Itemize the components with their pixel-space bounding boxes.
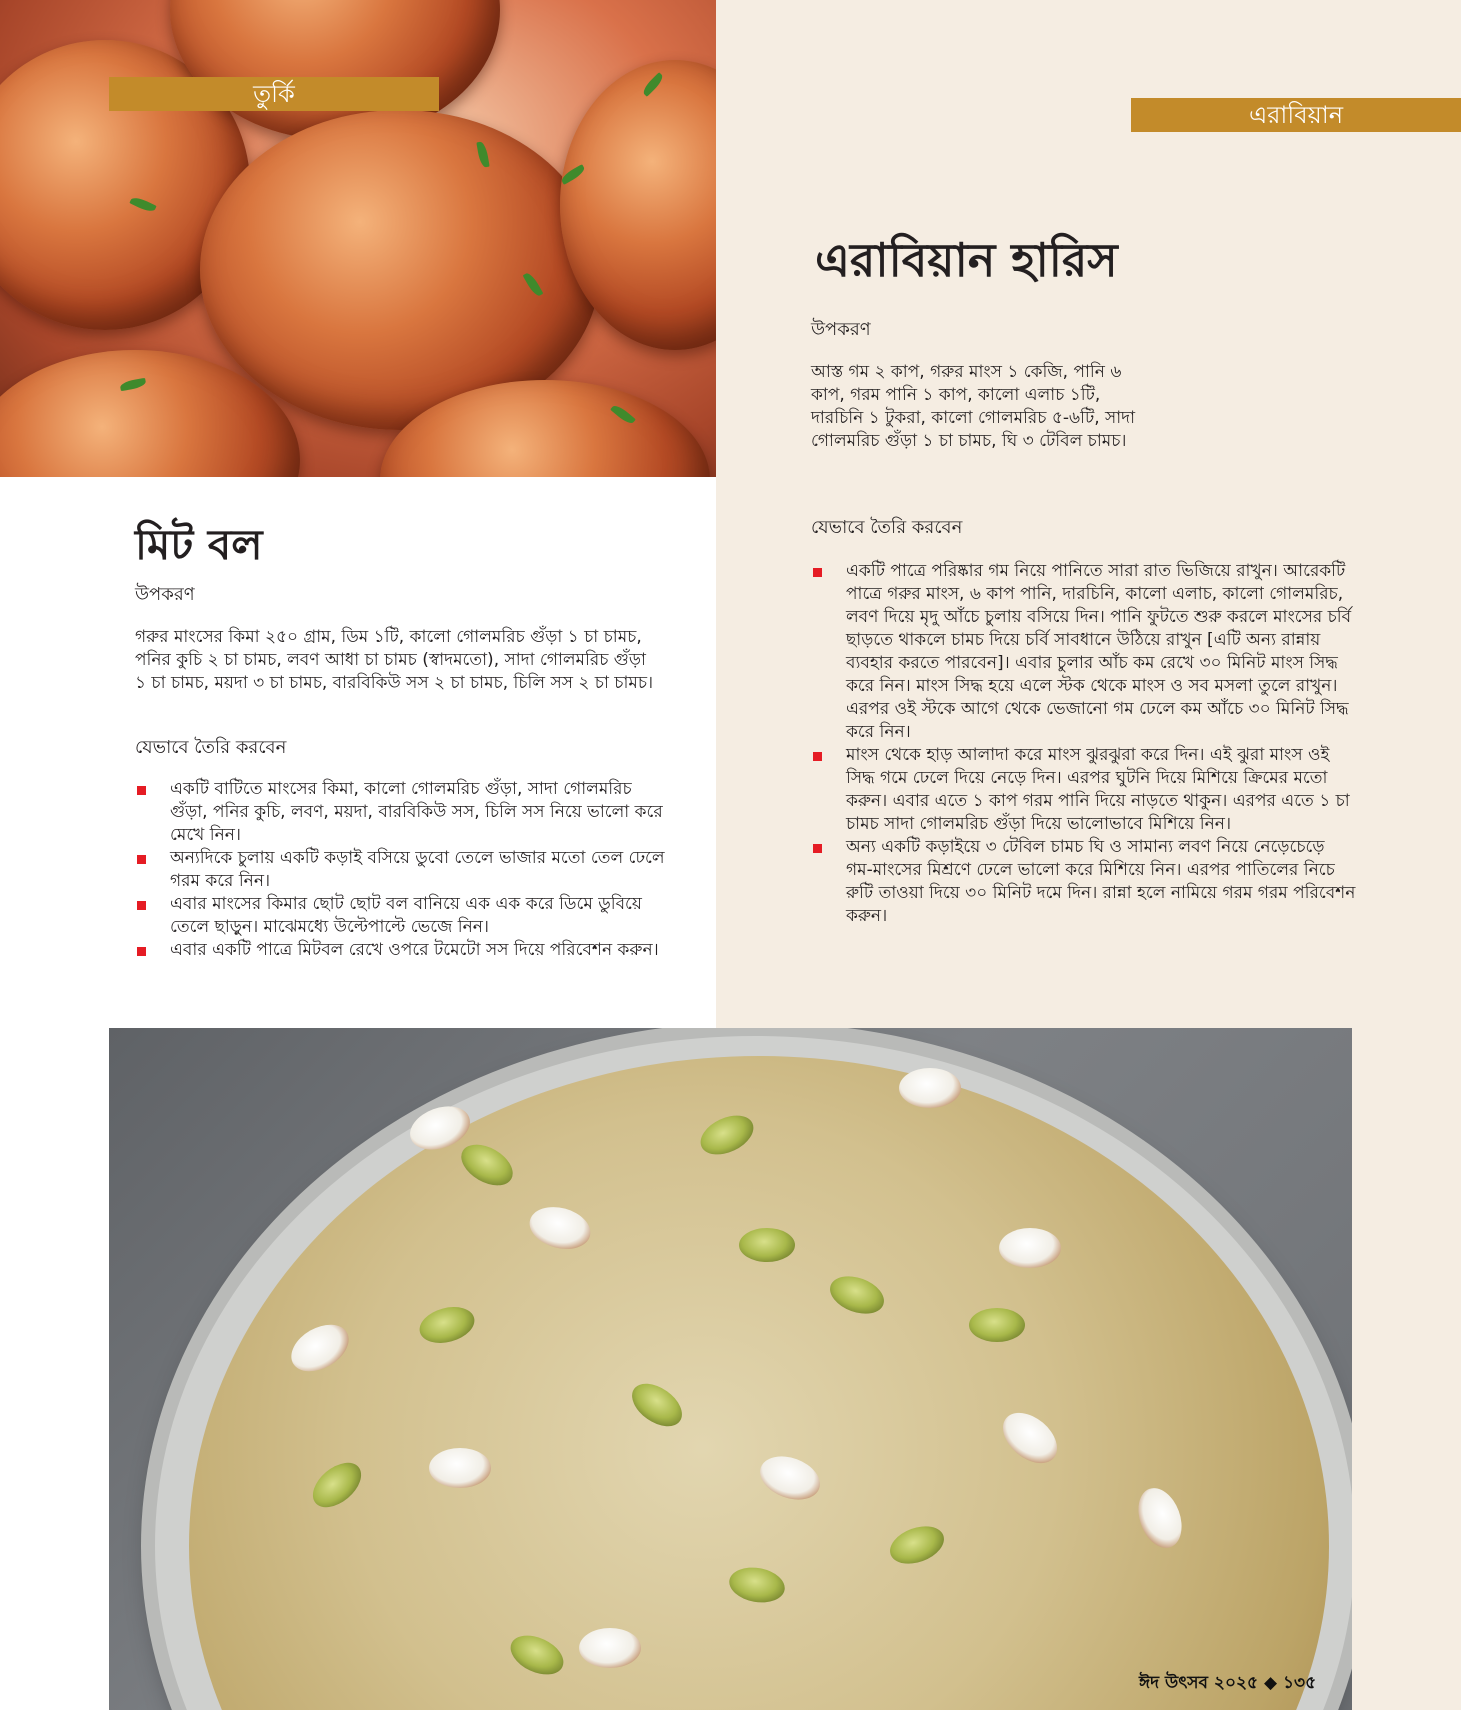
arabian-ingredients-label: উপকরণ <box>811 319 871 340</box>
section-tag-turkey: তুর্কি <box>109 77 439 111</box>
step-text: মাংস থেকে হাড় আলাদা করে মাংস ঝুরঝুরা করে দিন। এই ঝুরা মাংস ওই সিদ্ধ গমে ঢেলে দিয়ে নেড়ে দিন। এরপর ঘুটনি দিয়ে মিশিয়ে ক্রিমের মতো করুন। এবার এতে ১ কাপ গরম পানি দিয়ে নাড়তে থাকুন। এরপর এতে ১ চা চামচ সাদা গোলমরিচ গুঁড়া দিয়ে ভালোভাবে মিশিয়ে নিন। <box>846 745 1350 834</box>
meatball-steps-list <box>135 778 665 962</box>
arabian-ingredients-text: আস্ত গম ২ কাপ, গরুর মাংস ১ কেজি, পানি ৬ কাপ, গরম পানি ১ কাপ, কালো এলাচ ১টি, দারচিনি ১ টুকরা, কালো গোলমরিচ ৫-৬টি, সাদা গোলমরিচ গুঁড়া ১ চা চামচ, ঘি ৩ টেবিল চামচ। <box>811 362 1136 451</box>
list-item <box>135 847 665 893</box>
meatball-ingredients-label: উপকরণ <box>135 584 195 605</box>
step-text: একটি বাটিতে মাংসের কিমা, কালো গোলমরিচ গুঁড়া, সাদা গোলমরিচ গুঁড়া, পনির কুচি, লবণ, ময়দা, বারবিকিউ সস, চিলি সস নিয়ে ভালো করে মেখে নিন। <box>170 779 663 845</box>
bullet-icon <box>813 568 822 577</box>
arabian-method-label: যেভাবে তৈরি করবেন <box>811 517 963 538</box>
list-item <box>135 893 665 939</box>
meatball-method-label: যেভাবে তৈরি করবেন <box>135 737 287 758</box>
arabian-harees-title: এরাবিয়ান হারিস <box>815 233 1118 287</box>
bullet-icon <box>137 947 146 956</box>
almond-slice <box>579 1628 641 1668</box>
step-text: এবার মাংসের কিমার ছোট ছোট বল বানিয়ে এক এক করে ডিমে ডুবিয়ে তেলে ছাড়ুন। মাঝেমধ্যে উল্টেপাল্টে ভেজে নিন। <box>170 894 642 937</box>
step-text: অন্যদিকে চুলায় একটি কড়াই বসিয়ে ডুবো তেলে ভাজার মতো তেল ঢেলে গরম করে নিন। <box>170 848 665 891</box>
arabian-steps-list <box>811 560 1356 928</box>
meatball-ingredients-text: গরুর মাংসের কিমা ২৫০ গ্রাম, ডিম ১টি, কালো গোলমরিচ গুঁড়া ১ চা চামচ, পনির কুচি ২ চা চামচ, লবণ আধা চা চামচ (স্বাদমতো), সাদা গোলমরিচ গুঁড়া ১ চা চামচ, ময়দা ৩ চা চামচ, বারবিকিউ সস ২ চা চামচ, চিলি সস ২ চা চামচ। <box>135 627 654 693</box>
bullet-icon <box>137 855 146 864</box>
list-item <box>135 939 665 962</box>
list-item <box>811 836 1356 928</box>
almond-slice <box>899 1068 961 1108</box>
bullet-icon <box>137 901 146 910</box>
list-item <box>811 744 1356 836</box>
pistachio-slice <box>969 1308 1025 1342</box>
bullet-icon <box>813 844 822 853</box>
bullet-icon <box>137 786 146 795</box>
almond-slice <box>429 1448 491 1488</box>
list-item <box>811 560 1356 744</box>
bullet-icon <box>813 752 822 761</box>
step-text: একটি পাত্রে পরিষ্কার গম নিয়ে পানিতে সারা রাত ভিজিয়ে রাখুন। আরেকটি পাত্রে গরুর মাংস, ৬ কাপ পানি, দারচিনি, কালো এলাচ, কালো গোলমরিচ, লবণ দিয়ে মৃদু আঁচে চুলায় বসিয়ে দিন। পানি ফুটতে শুরু করলে মাংসের চর্বি ছাড়তে থাকলে চামচ দিয়ে চর্বি সাবধানে উঠিয়ে রাখুন [এটি অন্য রান্নায় ব্যবহার করতে পারবেন]। এবার চুলার আঁচ কম রেখে ৩০ মিনিট মাংস সিদ্ধ করে নিন। মাংস সিদ্ধ হয়ে এলে স্টক থেকে মাংস ও সব মসলা তুলে রাখুন। এরপর ওই স্টকে আগে থেকে ভেজানো গম ঢেলে কম আঁচে ৩০ মিনিট সিদ্ধ করে নিন। <box>846 561 1352 742</box>
meatball-photo <box>0 0 716 477</box>
step-text: অন্য একটি কড়াইয়ে ৩ টেবিল চামচ ঘি ও সামান্য লবণ নিয়ে নেড়েচেড়ে গম-মাংসের মিশ্রণে ঢেলে ভালো করে মিশিয়ে নিন। এরপর পাতিলের নিচে রুটি তাওয়া দিয়ে ৩০ মিনিট দমে দিন। রান্না হলে নামিয়ে গরম গরম পরিবেশন করুন। <box>846 837 1356 926</box>
meat-ball-title: মিট বল <box>135 520 263 569</box>
pistachio-slice <box>739 1228 795 1262</box>
page-footer: ঈদ উৎসব ২০২৫ ◆ ১৩৫ <box>1139 1673 1317 1693</box>
almond-slice <box>999 1228 1061 1268</box>
harees-photo <box>109 1028 1352 1710</box>
step-text: এবার একটি পাত্রে মিটবল রেখে ওপরে টমেটো সস দিয়ে পরিবেশন করুন। <box>170 940 659 960</box>
harees-dish <box>189 1056 1329 1710</box>
list-item <box>135 778 665 847</box>
section-tag-arabian: এরাবিয়ান <box>1131 98 1461 132</box>
